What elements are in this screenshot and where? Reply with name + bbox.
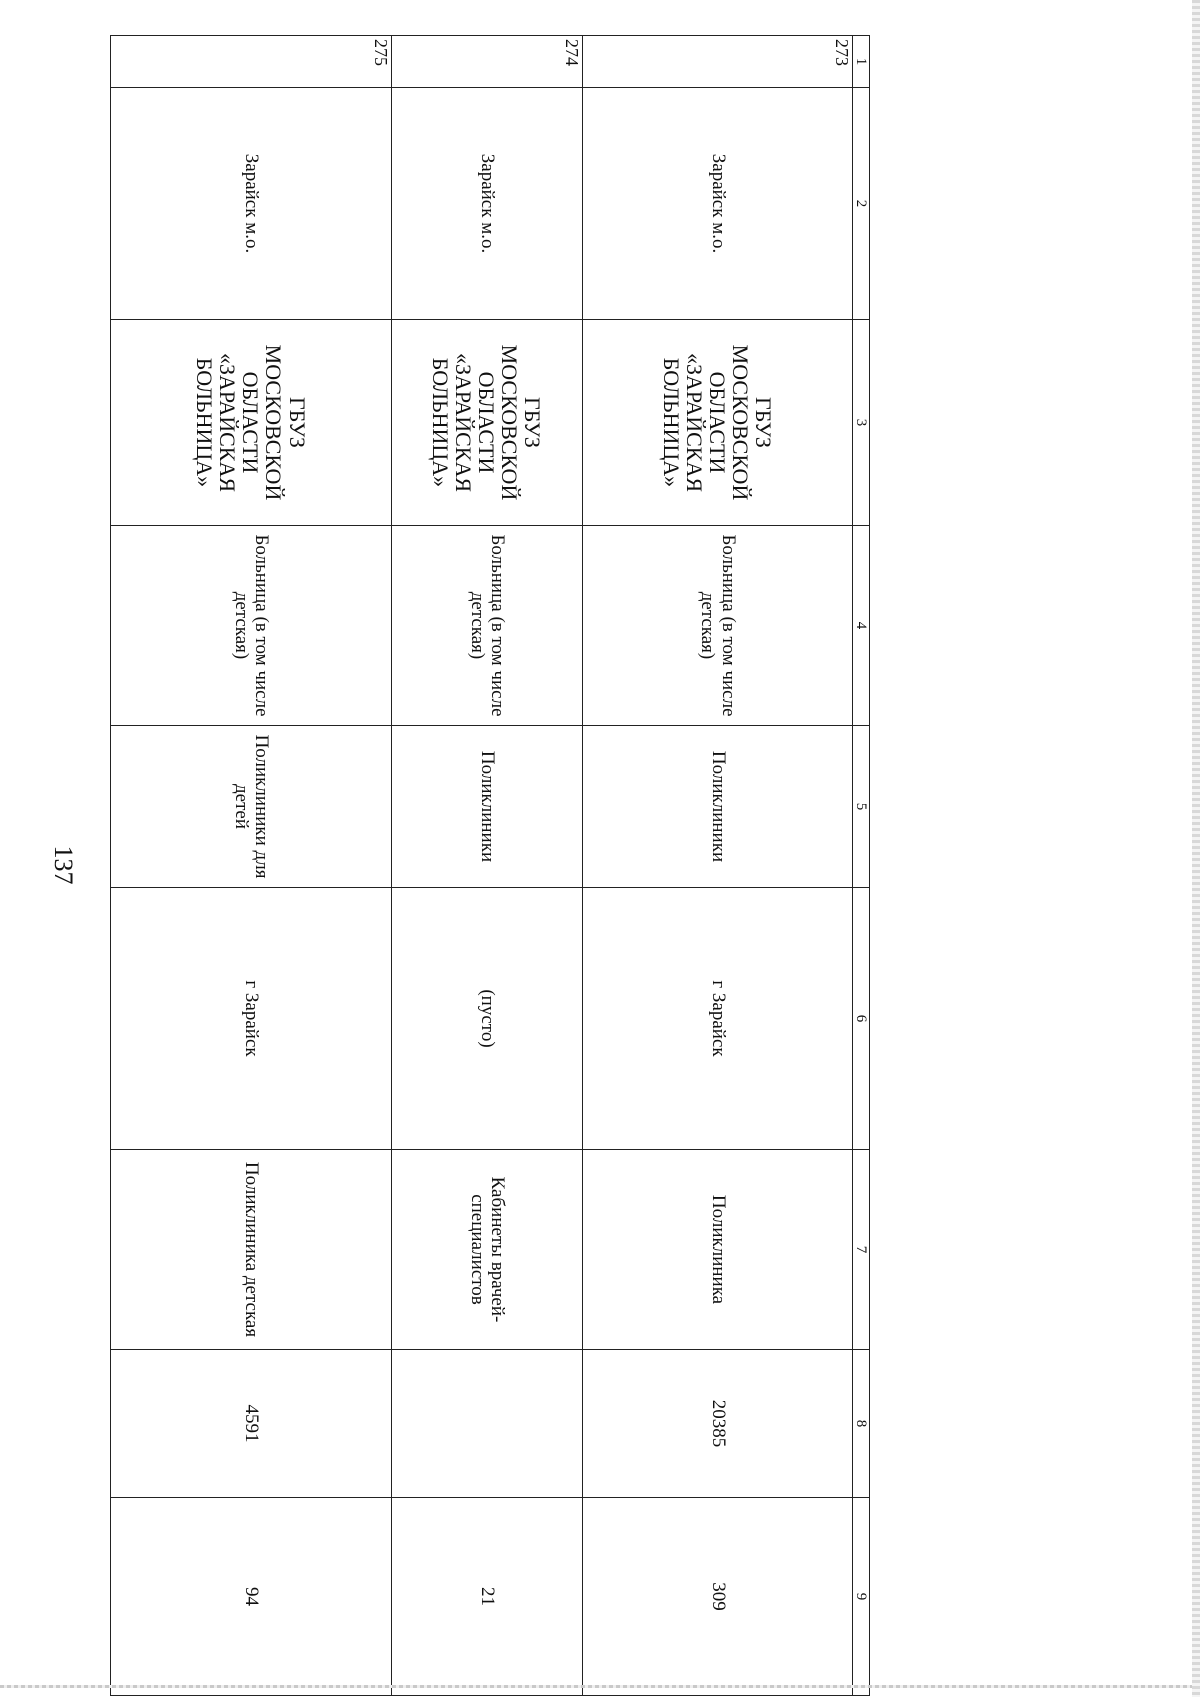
- unit-group-cell: Поликлиники: [582, 726, 852, 888]
- population-cell: 20385: [582, 1350, 852, 1498]
- row-number: 274: [391, 36, 582, 88]
- scan-edge: [1192, 0, 1200, 1697]
- unit-type-cell: Поликлиника детская: [111, 1150, 392, 1350]
- column-number: 5: [852, 726, 869, 888]
- row-number: 275: [111, 36, 392, 88]
- facility-table: [110, 35, 870, 1696]
- locality-cell: (пусто): [391, 888, 582, 1150]
- facility-type-cell: Больница (в том числе детская): [391, 526, 582, 726]
- municipality-cell: Зарайск м.о.: [111, 88, 392, 320]
- count-cell: 94: [111, 1498, 392, 1696]
- table-row: [111, 36, 392, 1696]
- unit-group-cell: Поликлиники: [391, 726, 582, 888]
- municipality-cell: Зарайск м.о.: [582, 88, 852, 320]
- table-row: [391, 36, 582, 1696]
- facility-type-cell: Больница (в том числе детская): [582, 526, 852, 726]
- locality-cell: г Зарайск: [111, 888, 392, 1150]
- page-number: 137: [49, 845, 78, 885]
- column-number: 2: [852, 88, 869, 320]
- population-cell: 4591: [111, 1350, 392, 1498]
- column-number: 9: [852, 1498, 869, 1696]
- unit-type-cell: Кабинеты врачей-специалистов: [391, 1150, 582, 1350]
- population-cell: [391, 1350, 582, 1498]
- column-number: 7: [852, 1150, 869, 1350]
- column-number: 1: [852, 36, 869, 88]
- column-number: 8: [852, 1350, 869, 1498]
- row-number: 273: [582, 36, 852, 88]
- organization-cell: ГБУЗ МОСКОВСКОЙ ОБЛАСТИ «ЗАРАЙСКАЯ БОЛЬНИЦА»: [391, 320, 582, 526]
- count-cell: 21: [391, 1498, 582, 1696]
- organization-cell: ГБУЗ МОСКОВСКОЙ ОБЛАСТИ «ЗАРАЙСКАЯ БОЛЬНИЦА»: [582, 320, 852, 526]
- unit-group-cell: Поликлиники для детей: [111, 726, 392, 888]
- unit-type-cell: Поликлиника: [582, 1150, 852, 1350]
- locality-cell: г Зарайск: [582, 888, 852, 1150]
- column-number-row: [852, 36, 869, 1696]
- table-row: [582, 36, 852, 1696]
- column-number: 3: [852, 320, 869, 526]
- column-number: 6: [852, 888, 869, 1150]
- scan-noise-line: [0, 1685, 1200, 1688]
- organization-cell: ГБУЗ МОСКОВСКОЙ ОБЛАСТИ «ЗАРАЙСКАЯ БОЛЬНИЦА»: [111, 320, 392, 526]
- rotated-table-stage: [49, 35, 870, 1695]
- count-cell: 309: [582, 1498, 852, 1696]
- municipality-cell: Зарайск м.о.: [391, 88, 582, 320]
- facility-type-cell: Больница (в том числе детская): [111, 526, 392, 726]
- column-number: 4: [852, 526, 869, 726]
